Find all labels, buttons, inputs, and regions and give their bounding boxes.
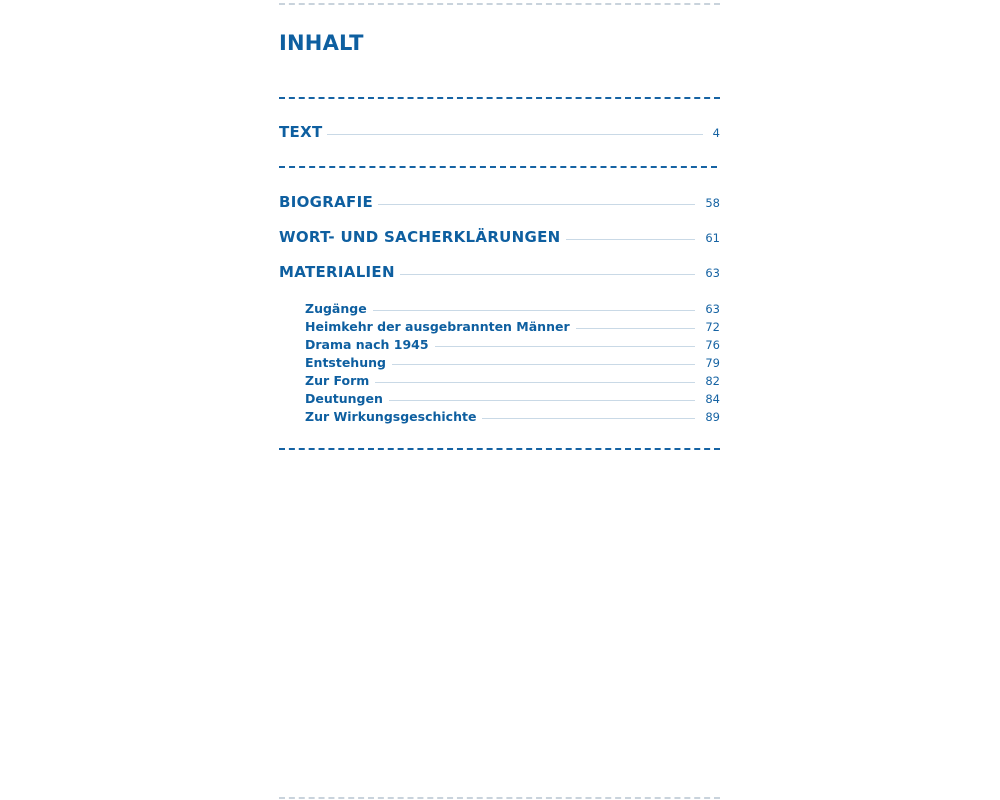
- toc-subentry-label: Zugänge: [305, 301, 367, 316]
- toc-entry-page: 4: [712, 126, 720, 140]
- toc-subentry-label: Heimkehr der ausgebrannten Männer: [305, 319, 570, 334]
- toc-entry-label: WORT- UND SACHERKLÄRUNGEN: [279, 228, 561, 246]
- toc-subentry-label: Entstehung: [305, 355, 386, 370]
- toc-subentry-page: 84: [705, 392, 720, 406]
- toc-subentry-page: 79: [705, 356, 720, 370]
- leader-line: [400, 274, 696, 275]
- toc-subentry-label: Zur Wirkungsgeschichte: [305, 409, 477, 424]
- toc-subentry-page: 76: [705, 338, 720, 352]
- separator-line: [279, 166, 717, 168]
- toc-subentry-entstehung[interactable]: [305, 355, 720, 370]
- toc-subentry-page: 89: [705, 410, 720, 424]
- leader-line: [375, 382, 695, 383]
- toc-entry-page: 58: [705, 196, 720, 210]
- toc-subentry-heimkehr[interactable]: [305, 319, 720, 334]
- leader-line: [327, 134, 702, 135]
- toc-subentry-zugaenge[interactable]: [305, 301, 720, 316]
- toc-title: INHALT: [279, 31, 364, 55]
- separator-line: [279, 448, 720, 450]
- toc-subentry-zur-form[interactable]: [305, 373, 720, 388]
- toc-subentry-page: 82: [705, 374, 720, 388]
- toc-entry-text[interactable]: [279, 123, 720, 141]
- toc-entry-page: 61: [705, 231, 720, 245]
- toc-entry-label: TEXT: [279, 123, 323, 141]
- toc-entry-page: 63: [705, 266, 720, 280]
- toc-subentry-label: Deutungen: [305, 391, 383, 406]
- leader-line: [373, 310, 696, 311]
- toc-entry-wort-und-sacherklaerungen[interactable]: [279, 228, 720, 246]
- toc-subentry-page: 63: [705, 302, 720, 316]
- leader-line: [392, 364, 695, 365]
- leader-line: [435, 346, 696, 347]
- toc-subentry-wirkungsgeschichte[interactable]: [305, 409, 720, 424]
- leader-line: [482, 418, 695, 419]
- leader-line: [389, 400, 696, 401]
- leader-line: [576, 328, 696, 329]
- toc-subentry-drama-nach-1945[interactable]: [305, 337, 720, 352]
- separator-line: [279, 97, 720, 99]
- page-bottom-edge: [279, 797, 720, 799]
- toc-subentry-deutungen[interactable]: [305, 391, 720, 406]
- toc-subentry-label: Zur Form: [305, 373, 370, 388]
- leader-line: [378, 204, 695, 205]
- toc-entry-materialien[interactable]: [279, 263, 720, 281]
- leader-line: [566, 239, 696, 240]
- toc-subentry-label: Drama nach 1945: [305, 337, 429, 352]
- toc-entry-label: MATERIALIEN: [279, 263, 395, 281]
- toc-subentry-page: 72: [705, 320, 720, 334]
- page-top-edge: [279, 3, 720, 5]
- toc-entry-label: BIOGRAFIE: [279, 193, 374, 211]
- toc-entry-biografie[interactable]: [279, 193, 720, 211]
